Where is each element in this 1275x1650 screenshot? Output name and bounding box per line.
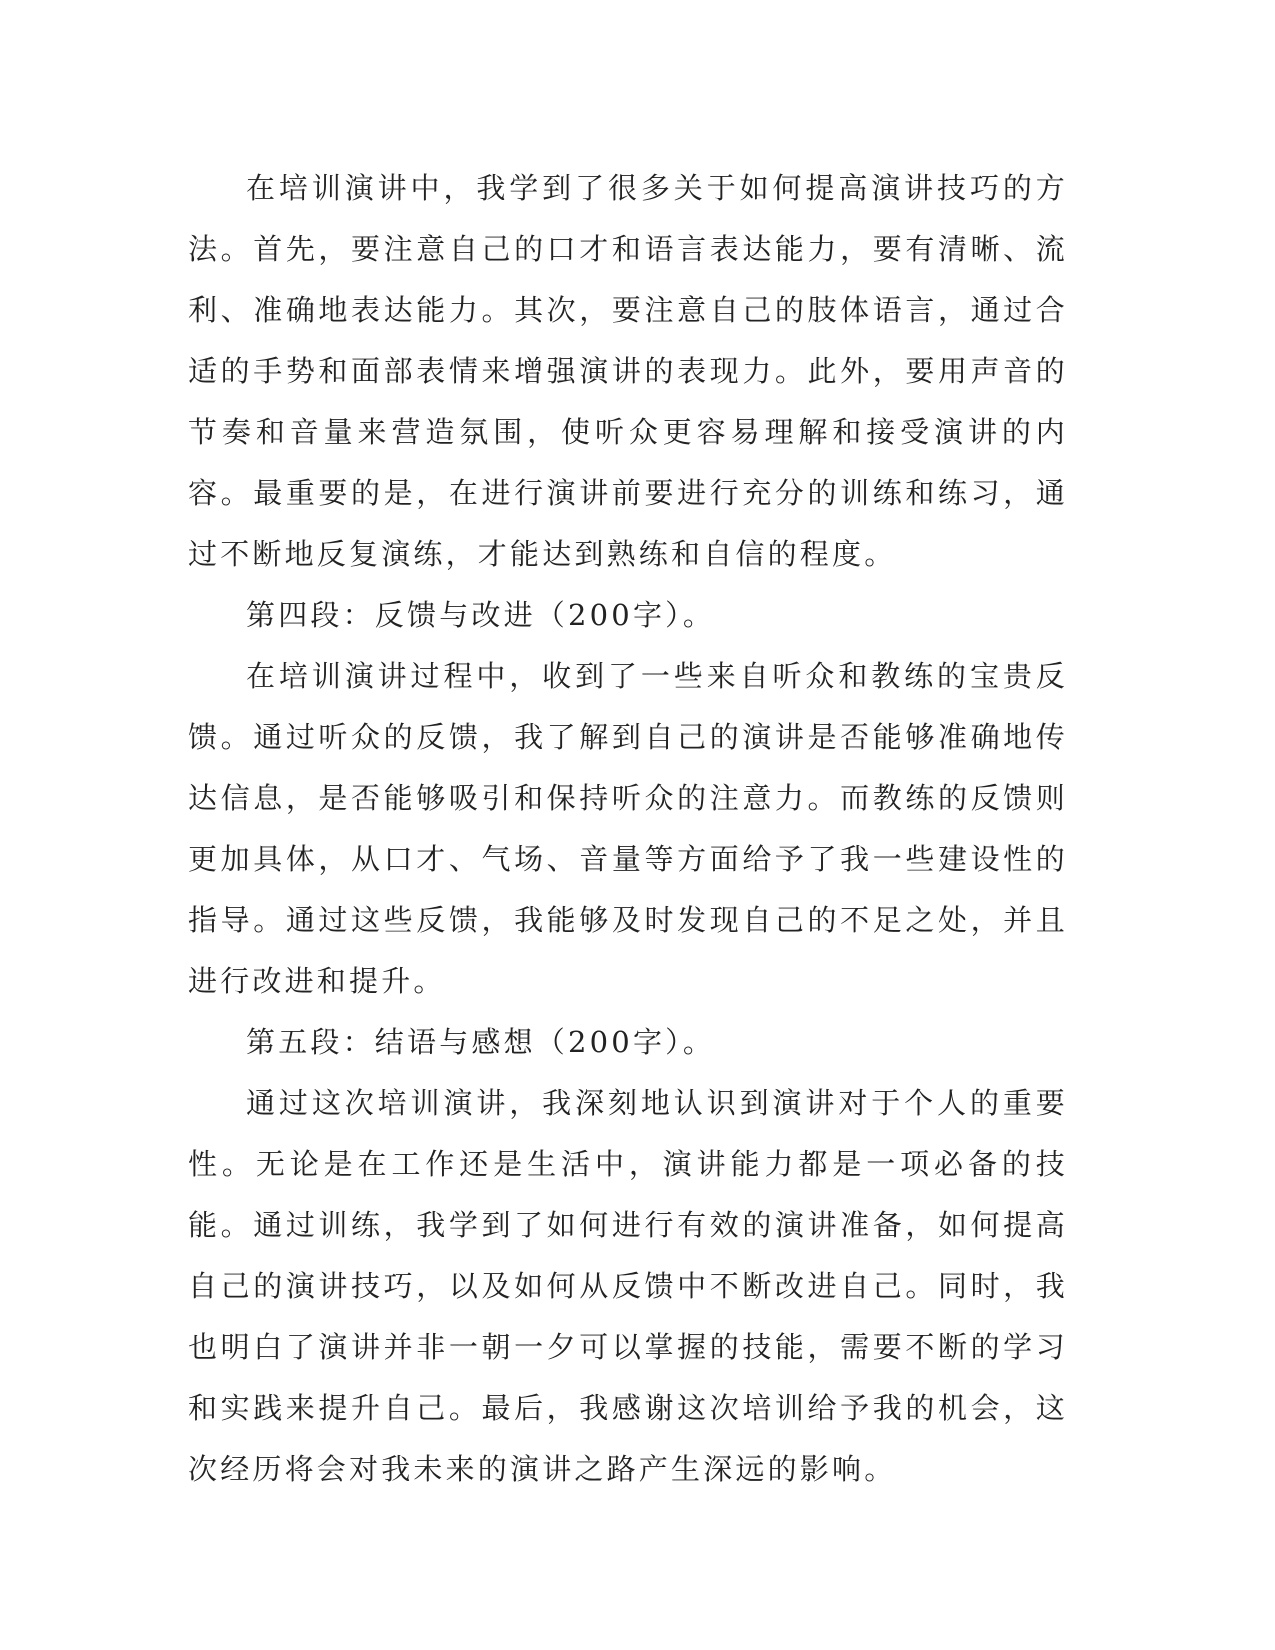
- document-body: [188, 158, 1068, 1500]
- paragraph-feedback: 在培训演讲过程中，收到了一些来自听众和教练的宝贵反馈。通过听众的反馈，我了解到自己的演讲是否能够准确地传达信息，是否能够吸引和保持听众的注意力。而教练的反馈则更加具体，从口才、气场、音量等方面给予了我一些建设性的指导。通过这些反馈，我能够及时发现自己的不足之处，并且进行改进和提升。: [188, 659, 1068, 998]
- paragraph-conclusion: 通过这次培训演讲，我深刻地认识到演讲对于个人的重要性。无论是在工作还是生活中，演讲能力都是一项必备的技能。通过训练，我学到了如何进行有效的演讲准备，如何提高自己的演讲技巧，以及如何从反馈中不断改进自己。同时，我也明白了演讲并非一朝一夕可以掌握的技能，需要不断的学习和实践来提升自己。最后，我感谢这次培训给予我的机会，这次经历将会对我未来的演讲之路产生深远的影响。: [188, 1086, 1068, 1486]
- section-heading-conclusion: 第五段：结语与感想（200字）。: [246, 1025, 716, 1059]
- paragraph-speech-skills: 在培训演讲中，我学到了很多关于如何提高演讲技巧的方法。首先，要注意自己的口才和语言表达能力，要有清晰、流利、准确地表达能力。其次，要注意自己的肢体语言，通过合适的手势和面部表情来增强演讲的表现力。此外，要用声音的节奏和音量来营造氛围，使听众更容易理解和接受演讲的内容。最重要的是，在进行演讲前要进行充分的训练和练习，通过不断地反复演练，才能达到熟练和自信的程度。: [188, 171, 1068, 571]
- section-heading-feedback: 第四段：反馈与改进（200字）。: [246, 598, 716, 632]
